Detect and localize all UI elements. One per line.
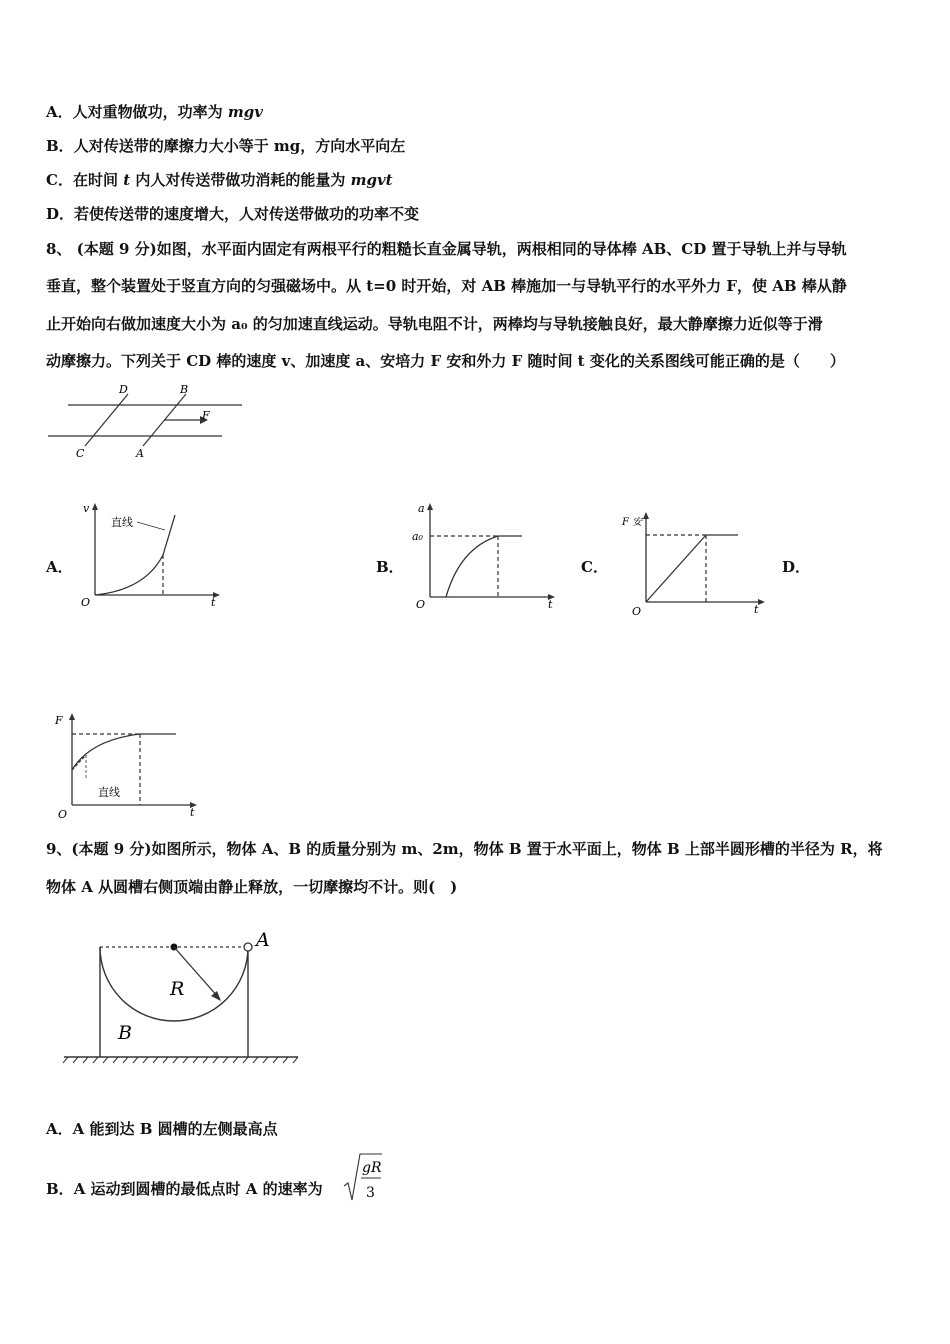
x-label: t — [754, 603, 759, 616]
option-text: 人对传送带的摩擦力大小等于 mg，方向水平向左 — [73, 137, 406, 155]
option-label: B． — [46, 1180, 74, 1198]
sqrt-formula — [340, 1150, 390, 1206]
q8-stem-line-4: 动摩擦力。下列关于 CD 棒的速度 v、加速度 a、安培力 F 安和外力 F 随时间 t 变化的关系图线可能正确的是（ ） — [46, 352, 845, 370]
variable: t — [123, 171, 131, 189]
label-c: C — [76, 447, 85, 460]
y-label: F 安 — [622, 517, 643, 528]
note-pointer — [137, 522, 165, 530]
curve — [446, 536, 498, 597]
rod-cd — [85, 394, 128, 446]
q7-option-c — [46, 169, 393, 191]
formula: mgvt — [350, 171, 393, 189]
q8-option-b-label: B． — [376, 558, 404, 576]
y-arrowhead — [643, 512, 649, 519]
y-arrowhead — [427, 503, 433, 510]
denominator: 3 — [366, 1185, 375, 1201]
q9-option-a — [46, 1118, 278, 1140]
x-arrowhead — [758, 599, 765, 605]
q9-stem-line-1: 9、(本题 9 分)如图所示，物体 A、B 的质量分别为 m、2m，物体 B 置于水平面上，物体 B 上部半圆形槽的半径为 R，将 — [46, 840, 883, 858]
x-label: t — [211, 596, 216, 609]
note-label: 直线 — [111, 516, 133, 529]
rails-figure — [40, 380, 250, 465]
q8-stem-line-1: 8、 (本题 9 分)如图，水平面内固定有两根平行的粗糙长直金属导轨，两根相同的导体棒 AB、CD 置于导轨上并与导轨 — [46, 240, 847, 258]
graph-a — [75, 500, 225, 610]
label-b: B — [180, 383, 189, 396]
label-a: A — [136, 447, 144, 460]
numerator: gR — [362, 1160, 382, 1176]
y-arrowhead — [69, 713, 75, 720]
ground-hatching — [63, 1057, 298, 1063]
label-r: R — [170, 978, 185, 1000]
formula: mgv — [227, 103, 263, 121]
note-label: 直线 — [98, 786, 120, 799]
y-label: v — [83, 502, 90, 515]
q7-option-a — [46, 101, 263, 123]
graph-c — [620, 505, 780, 618]
option-text: 人对重物做功，功率为 — [72, 103, 228, 121]
origin-label: O — [58, 808, 68, 821]
q7-option-b — [46, 135, 405, 157]
q9-stem-line-2: 物体 A 从圆槽右侧顶端由静止释放，一切摩擦均不计。则( ) — [46, 878, 458, 896]
option-text-2: 内人对传送带做功消耗的能量为 — [130, 171, 351, 189]
option-label: A． — [46, 1120, 73, 1138]
option-text: A 能到达 B 圆槽的左侧最高点 — [72, 1120, 278, 1138]
option-label: A． — [46, 103, 73, 121]
q7-option-d — [46, 203, 419, 225]
option-text: 若使传送带的速度增大，人对传送带做功的功率不变 — [74, 205, 420, 223]
graph-d — [50, 710, 210, 825]
label-a: A — [256, 929, 270, 951]
y-label: F — [55, 714, 63, 727]
curve — [72, 734, 140, 770]
q9-option-b — [46, 1178, 323, 1200]
option-label: D． — [46, 205, 75, 223]
option-label: B． — [46, 137, 74, 155]
label-f: F — [202, 409, 210, 422]
label-b: B — [118, 1022, 132, 1044]
origin-label: O — [416, 598, 426, 611]
q8-option-a-label: A． — [46, 558, 73, 576]
y-arrowhead — [92, 503, 98, 510]
a0-label: a₀ — [412, 530, 423, 543]
origin-label: O — [632, 605, 642, 618]
radius-arrowhead — [211, 991, 221, 1001]
q8-option-c-label: C． — [581, 558, 608, 576]
option-text: A 运动到圆槽的最低点时 A 的速率为 — [73, 1180, 323, 1198]
q8-stem-line-3: 止开始向右做加速度大小为 a₀ 的匀加速直线运动。导轨电阻不计，两棒均与导轨接触良好，最大静摩擦力近似等于滑 — [46, 315, 823, 333]
x-label: t — [190, 806, 195, 819]
option-text: 在时间 — [72, 171, 124, 189]
object-a — [244, 943, 252, 951]
option-label: C． — [46, 171, 73, 189]
origin-label: O — [81, 596, 91, 609]
x-label: t — [548, 598, 553, 611]
graph-b — [410, 500, 560, 610]
q8-option-d-label: D． — [782, 558, 811, 576]
line — [646, 535, 706, 602]
q8-stem-line-2: 垂直，整个装置处于竖直方向的匀强磁场中。从 t=0 时开始，对 AB 棒施加一与导轨平行的水平外力 F，使 AB 棒从静 — [46, 277, 847, 295]
label-d: D — [119, 383, 128, 396]
groove-figure — [60, 925, 310, 1070]
y-label: a — [418, 502, 425, 515]
